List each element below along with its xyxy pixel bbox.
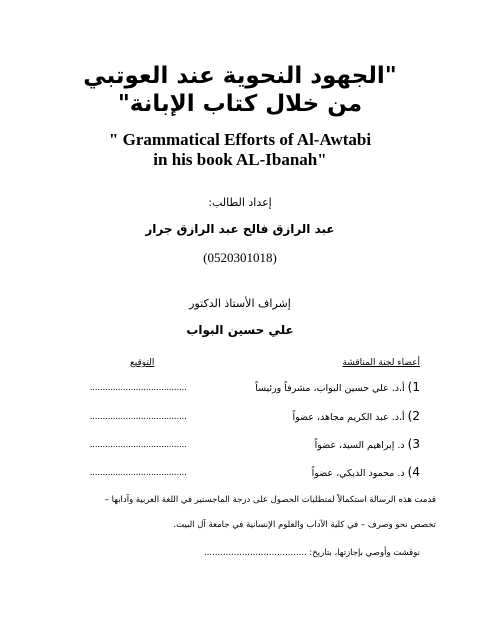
- member-number: 2): [407, 409, 420, 423]
- supervisor-label: إشراف الأستاذ الدكتور: [189, 297, 291, 310]
- member-name: أ.د. عبد الكريم مجاهد، عضواً: [292, 412, 405, 423]
- committee-member-row: [60, 380, 420, 398]
- statement-line-1: قدمت هذه الرسالة استكمالاً لمتطلبات الحصول على درجة الماجستير في اللغة العربية وآدابها –: [104, 495, 436, 505]
- member-number: 3): [407, 437, 420, 451]
- signature-line: ......................................: [90, 382, 187, 392]
- signature-line: ......................................: [90, 439, 187, 449]
- student-name: عبد الرازق فالح عبد الرازق جرار: [145, 222, 335, 236]
- member-number: 1): [407, 380, 420, 394]
- committee-members-header: أعضاء لجنة المناقشة: [342, 358, 420, 368]
- committee-member-row: [60, 437, 420, 455]
- signature-line: ......................................: [90, 411, 187, 421]
- student-label: إعداد الطالب:: [208, 196, 272, 209]
- committee-member-row: [60, 465, 420, 483]
- member-name: د. إبراهيم السيد، عضواً: [314, 440, 405, 451]
- english-title-line-2: in his book AL-Ibanah": [153, 150, 327, 169]
- defense-date-line: نوقشت وأوصي بإجازتها، بتاريخ: ......................................: [204, 548, 420, 558]
- signature-header: التوقيع: [130, 358, 155, 368]
- student-id: (0520301018): [203, 250, 277, 265]
- committee-member-row: [60, 409, 420, 427]
- member-number: 4): [407, 465, 420, 479]
- arabic-title-line-2: من خلال كتاب الإبانة": [117, 91, 363, 117]
- member-name: أ.د. علي حسين البواب، مشرفاً ورئيساً: [255, 383, 405, 394]
- supervisor-name: علي حسين البواب: [186, 323, 294, 337]
- signature-line: ......................................: [90, 467, 187, 477]
- member-name: د. محمود الديكي، عضواً: [311, 468, 405, 479]
- statement-line-2: تخصص نحو وصرف – في كلية الآداب والعلوم الإنسانية في جامعة آل البيت.: [173, 520, 436, 530]
- english-title-line-1: " Grammatical Efforts of Al-Awtabi: [108, 130, 372, 149]
- arabic-title-line-1: "الجهود النحوية عند العوتبي: [83, 63, 397, 89]
